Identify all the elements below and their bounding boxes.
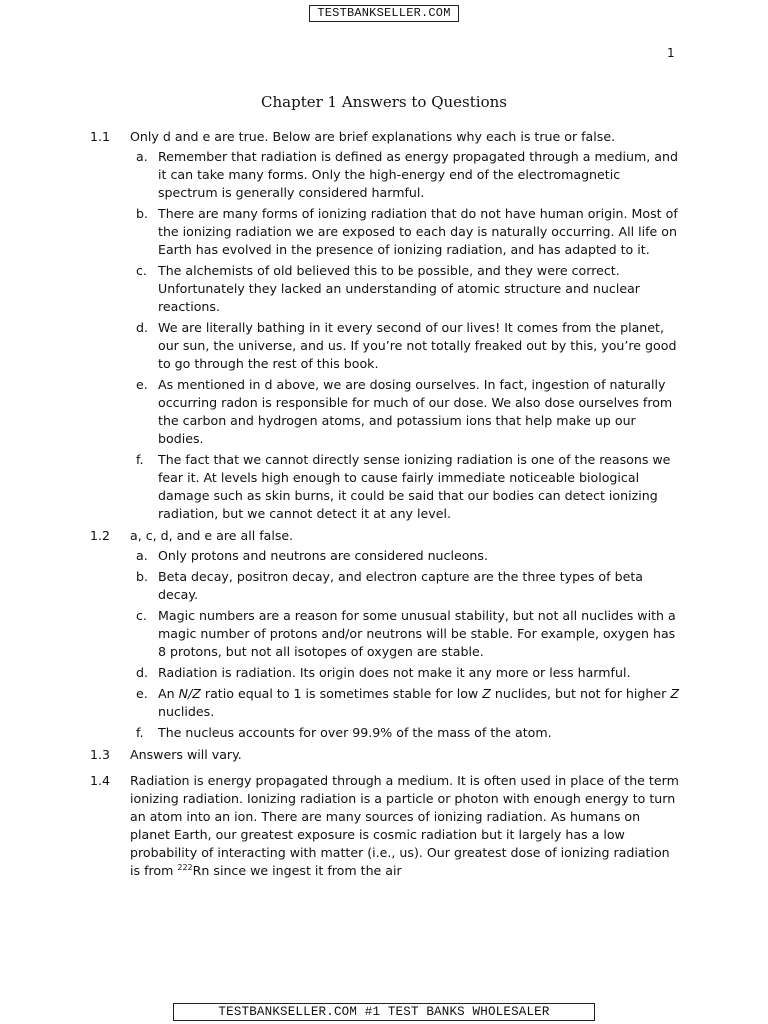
item-text: The fact that we cannot directly sense ionizing radiation is one of the reasons we fear it. At levels high enough to cause fairly immediate noticeable biological damage such as skin burns, it could be said that our bodies can detect ionizing radiation, but we cannot detect it at any level. — [158, 452, 671, 521]
item-letter: a. — [136, 149, 148, 164]
item-text: The nucleus accounts for over 99.9% of the mass of the atom. — [158, 725, 552, 740]
question-1-4 — [90, 772, 680, 880]
item-text: An N/Z ratio equal to 1 is sometimes stable for low Z nuclides, but not for higher Z nuclides. — [158, 686, 679, 719]
item-text: Magic numbers are a reason for some unusual stability, but not all nuclides with a magic number of protons and/or neutrons will be stable. For example, oxygen has 8 protons, but not all isotopes of oxygen are stable. — [158, 608, 676, 659]
list-item — [130, 262, 680, 316]
item-text: We are literally bathing in it every second of our lives! It comes from the planet, our sun, the universe, and us. If you’re not totally freaked out by this, you’re good to go through the rest of this book. — [158, 320, 677, 371]
item-letter: c. — [136, 608, 147, 623]
list-item — [130, 319, 680, 373]
list-item — [130, 148, 680, 202]
question-number: 1.2 — [90, 528, 111, 543]
item-text: Remember that radiation is defined as energy propagated through a medium, and it can take many forms. Only the high-energy end of the electromagnetic spectrum is generally considered harmful. — [158, 149, 678, 200]
footer-watermark: TESTBANKSELLER.COM #1 TEST BANKS WHOLESALER — [173, 1003, 595, 1021]
item-letter: d. — [136, 665, 148, 680]
list-item — [130, 568, 680, 604]
question-number: 1.1 — [90, 129, 111, 144]
list-item — [130, 205, 680, 259]
list-item — [130, 451, 680, 523]
item-text: Radiation is radiation. Its origin does not make it any more or less harmful. — [158, 665, 631, 680]
question-number: 1.4 — [90, 773, 111, 788]
isotope-superscript: 222 — [177, 862, 193, 872]
item-letter: a. — [136, 548, 148, 563]
question-number: 1.3 — [90, 747, 111, 762]
item-text: There are many forms of ionizing radiation that do not have human origin. Most of the ionizing radiation we are exposed to each day is naturally occurring. All life on Earth has evolved in the presence of ionizing radiation, and has adapted to it. — [158, 206, 678, 257]
item-letter: e. — [136, 377, 148, 392]
item-letter: d. — [136, 320, 148, 335]
item-text: As mentioned in d above, we are dosing ourselves. In fact, ingestion of naturally occurring radon is responsible for much of our dose. We also dose ourselves from the carbon and hydrogen atoms, and potassium ions that help make up our bodies. — [158, 377, 673, 446]
item-text: Beta decay, positron decay, and electron capture are the three types of beta decay. — [158, 569, 643, 602]
question-1-1 — [90, 128, 680, 523]
list-item — [130, 607, 680, 661]
answer-list — [130, 547, 680, 742]
item-letter: e. — [136, 686, 148, 701]
question-text: Only d and e are true. Below are brief explanations why each is true or false. — [130, 129, 616, 144]
list-item — [130, 376, 680, 448]
item-letter: c. — [136, 263, 147, 278]
answers-content — [90, 128, 680, 884]
question-1-3 — [90, 746, 680, 764]
list-item — [130, 685, 680, 721]
item-letter: b. — [136, 206, 148, 221]
list-item — [130, 664, 680, 682]
item-letter: b. — [136, 569, 148, 584]
page-number: 1 — [667, 46, 675, 60]
item-text: Only protons and neutrons are considered nucleons. — [158, 548, 488, 563]
item-text: The alchemists of old believed this to be possible, and they were correct. Unfortunately they lacked an understanding of atomic structure and nuclear reactions. — [158, 263, 640, 314]
question-1-2 — [90, 527, 680, 742]
header-watermark: TESTBANKSELLER.COM — [309, 5, 459, 22]
list-item — [130, 547, 680, 565]
question-text: Answers will vary. — [130, 747, 242, 762]
list-item — [130, 724, 680, 742]
item-letter: f. — [136, 725, 144, 740]
question-text: Radiation is energy propagated through a medium. It is often used in place of the term ionizing radiation. Ionizing radiation is a particle or photon with enough energy to turn an atom into an ion. There are many sources of ionizing radiation. As humans on planet Earth, our greatest exposure is cosmic radiation but it largely has a low probability of interacting with matter (i.e., us). Our greatest dose of ionizing radiation is from $^{222}$Rn since we ingest it from the air — [130, 773, 679, 878]
page-title: Chapter 1 Answers to Questions — [261, 93, 507, 111]
item-letter: f. — [136, 452, 144, 467]
question-text: a, c, d, and e are all false. — [130, 528, 294, 543]
answer-list — [130, 148, 680, 523]
